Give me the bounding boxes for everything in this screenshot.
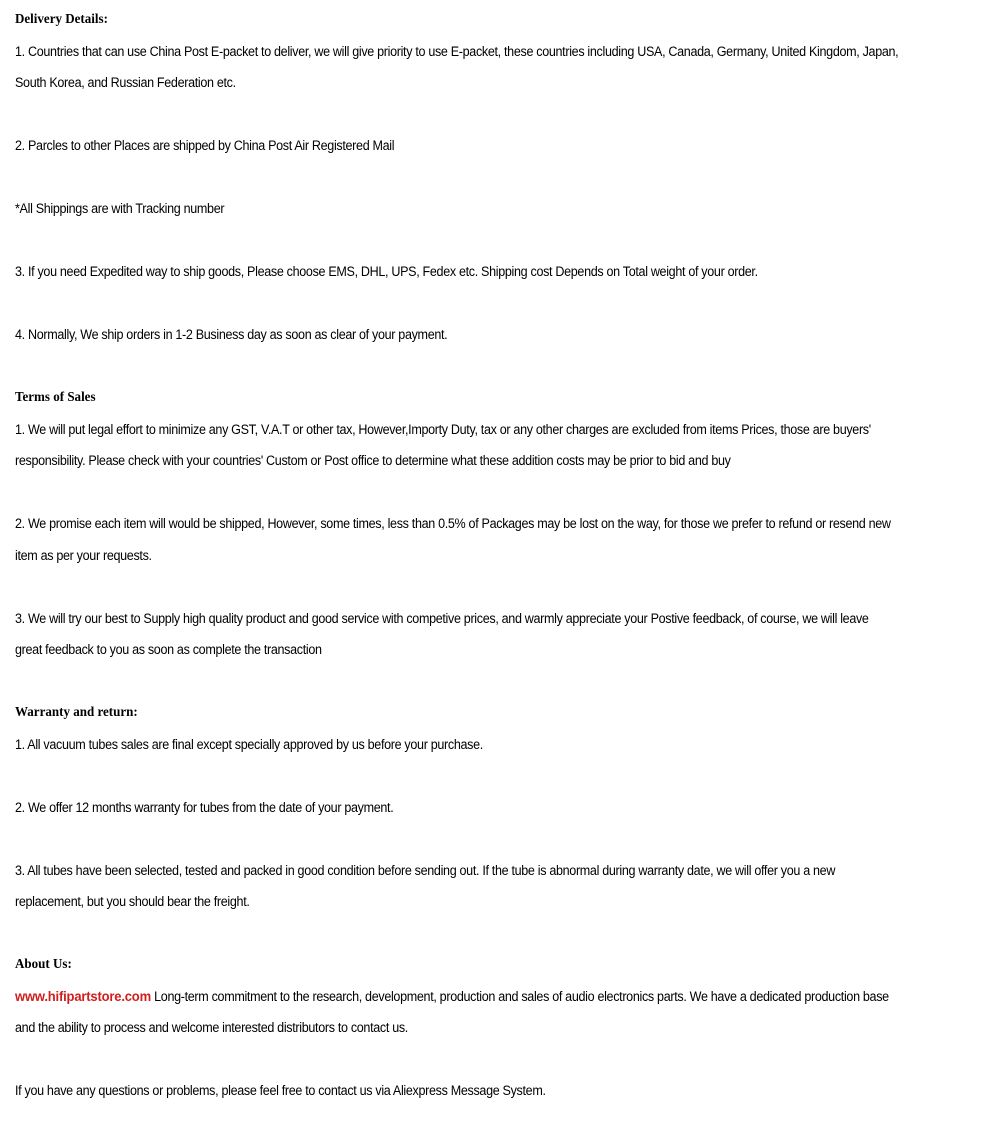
delivery-heading: Delivery Details: bbox=[15, 12, 108, 27]
delivery-tracking-note: *All Shippings are with Tracking number bbox=[15, 201, 225, 216]
spacer bbox=[15, 288, 899, 320]
delivery-item-4: 4. Normally, We ship orders in 1-2 Business day as soon as clear of your payment. bbox=[15, 327, 448, 342]
warranty-item-3: 3. All tubes have been selected, tested and packed in good condition before sending out. If the tube is abnormal during warranty date, we will offer you a new replacement, but you should bear the freight. bbox=[15, 862, 836, 909]
spacer bbox=[15, 99, 899, 131]
spacer bbox=[15, 225, 899, 257]
spacer bbox=[15, 760, 899, 792]
contact-note: If you have any questions or problems, please feel free to contact us via Aliexpress Message System. bbox=[15, 1083, 546, 1098]
terms-heading: Terms of Sales bbox=[15, 390, 96, 405]
delivery-item-1: 1. Countries that can use China Post E-packet to deliver, we will give priority to use E-packet, these countries including USA, Canada, Germany, United Kingdom, Japan, South Korea, and Russian Federation etc. bbox=[15, 43, 899, 90]
warranty-heading: Warranty and return: bbox=[15, 705, 138, 720]
spacer bbox=[15, 1044, 899, 1076]
terms-item-2: 2. We promise each item will would be shipped, However, some times, less than 0.5% of Packages may be lost on the way, for those we prefer to refund or resend new item as per your requests. bbox=[15, 516, 891, 563]
policy-document bbox=[15, 4, 899, 1107]
spacer bbox=[15, 666, 899, 698]
terms-item-1: 1. We will put legal effort to minimize any GST, V.A.T or other tax, However,Importy Duty, tax or any other charges are excluded from items Prices, those are buyers' responsibility. Please check with your countries' Custom or Post office to determine what these addition costs may be prior to bid and buy bbox=[15, 421, 871, 468]
spacer bbox=[15, 162, 899, 194]
about-description bbox=[15, 981, 899, 1044]
delivery-item-2: 2. Parcles to other Places are shipped by China Post Air Registered Mail bbox=[15, 138, 395, 153]
spacer bbox=[15, 918, 899, 950]
spacer bbox=[15, 351, 899, 383]
spacer bbox=[15, 477, 899, 509]
spacer bbox=[15, 823, 899, 855]
warranty-item-1: 1. All vacuum tubes sales are final except specially approved by us before your purchase. bbox=[15, 736, 483, 752]
spacer bbox=[15, 571, 899, 603]
warranty-item-2: 2. We offer 12 months warranty for tubes from the date of your payment. bbox=[15, 799, 394, 815]
terms-item-3: 3. We will try our best to Supply high quality product and good service with competive prices, and warmly appreciate your Postive feedback, of course, we will leave great feedback to you as soon as complete the transaction bbox=[15, 610, 869, 657]
delivery-item-3: 3. If you need Expedited way to ship goods, Please choose EMS, DHL, UPS, Fedex etc. Shipping cost Depends on Total weight of your order. bbox=[15, 264, 758, 279]
about-heading: About Us: bbox=[15, 957, 72, 972]
store-link[interactable]: www.hifipartstore.com bbox=[15, 987, 151, 1004]
about-text: Long-term commitment to the research, development, production and sales of audio electronics parts. We have a dedicated production base and the ability to process and welcome interested distributors to contact us. bbox=[15, 988, 889, 1035]
